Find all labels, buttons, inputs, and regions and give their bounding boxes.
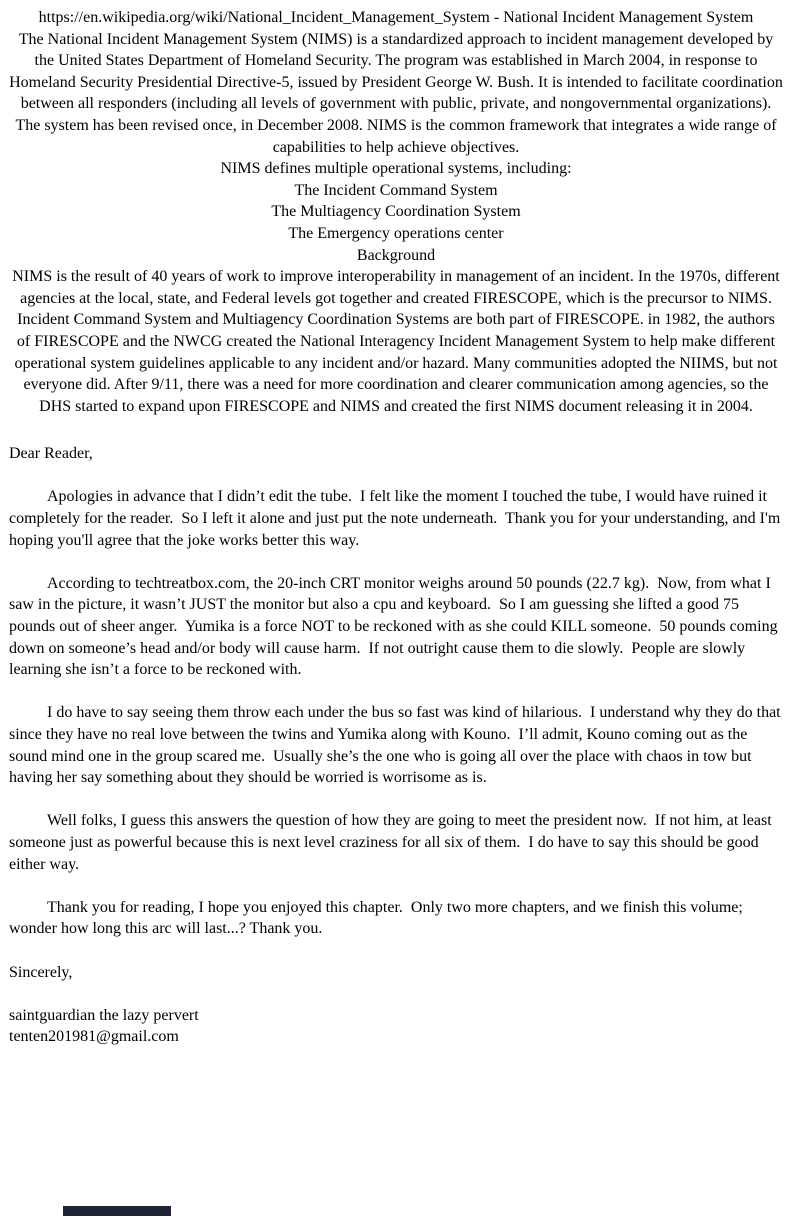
- wiki-system-item: The Incident Command System: [294, 181, 498, 199]
- wiki-systems-heading: NIMS defines multiple operational systems, including:: [220, 160, 572, 178]
- wiki-background-paragraph: NIMS is the result of 40 years of work to improve interoperability in management of an incident. In the 1970s, different agencies at the local, state, and Federal levels got together and created FIRESCOPE, which is the precursor to NIMS. Incident Command System and Multiagency Coordination Systems are both part of FIRESCOPE. in 1982, the authors of FIRESCOPE and the NWCG created the National Interagency Incident Management System to help make different operational system guidelines applicable to any incident and/or hazard. Many communities adopted the NIIMS, but not everyone did. After 9/11, there was a need for more coordination and clearer communication among agencies, so the DHS started to expand upon FIRESCOPE and NIMS and created the first NIMS document releasing it in 2004.: [12, 268, 784, 415]
- wiki-system-item: The Multiagency Coordination System: [271, 203, 521, 221]
- salutation: Dear Reader,: [9, 445, 93, 463]
- wiki-excerpt-block: [9, 7, 787, 417]
- letter-paragraph: Well folks, I guess this answers the question of how they are going to meet the president now. If not him, at least someone just as powerful because this is next level craziness for all six of them. I do have to say this should be good either way.: [9, 812, 776, 873]
- wiki-background-heading: Background: [356, 246, 436, 264]
- closing: Sincerely,: [9, 963, 73, 981]
- letter-paragraph: I do have to say seeing them throw each under the bus so fast was kind of hilarious. I understand why they do that since they have no real love between the twins and Yumika along with Kouno. I’ll admit, Kouno coming out as the sound mind one in the group scared me. Usually she’s the one who is going all over the place with chaos in tow but having her say something about they should be worried is worrisome as is.: [9, 704, 785, 787]
- signature-name: saintguardian the lazy pervert: [9, 1006, 199, 1024]
- bottom-bar: [63, 1206, 171, 1216]
- wiki-intro-paragraph: The National Incident Management System (NIMS) is a standardized approach to incident management developed by the United States Department of Homeland Security. The program was established in March 2004, in response to Homeland Security Presidential Directive-5, issued by President George W. Bush. It is intended to facilitate coordination between all responders (including all levels of government with public, private, and nongovernmental organizations). The system has been revised once, in December 2008. NIMS is the common framework that integrates a wide range of capabilities to help achieve objectives.: [9, 30, 787, 156]
- signature-email: tenten201981@gmail.com: [9, 1028, 179, 1046]
- letter-paragraph: According to techtreatbox.com, the 20-inch CRT monitor weighs around 50 pounds (22.7 kg). Now, from what I saw in the picture, it wasn’t JUST the monitor but also a cpu and keyboard. So I am guessing she lifted a good 75 pounds out of sheer anger. Yumika is a force NOT to be reckoned with as she could KILL someone. 50 pounds coming down on someone’s head and/or body will cause harm. If not outright cause them to die slowly. People are slowly learning she isn’t a force to be reckoned with.: [9, 574, 782, 679]
- wiki-system-item: The Emergency operations center: [288, 224, 504, 242]
- letter-paragraph: Apologies in advance that I didn’t edit the tube. I felt like the moment I touched the tube, I would have ruined it completely for the reader. So I left it alone and just put the note underneath. Thank you for your understanding, and I'm hoping you'll agree that the joke works better this way.: [9, 488, 785, 549]
- letter-paragraph: Thank you for reading, I hope you enjoyed this chapter. Only two more chapters, and we finish this volume; wonder how long this arc will last...? Thank you.: [9, 898, 747, 938]
- wiki-source-line: https://en.wikipedia.org/wiki/National_Incident_Management_System - National Incident Management System: [38, 9, 754, 26]
- author-letter: [9, 443, 783, 1048]
